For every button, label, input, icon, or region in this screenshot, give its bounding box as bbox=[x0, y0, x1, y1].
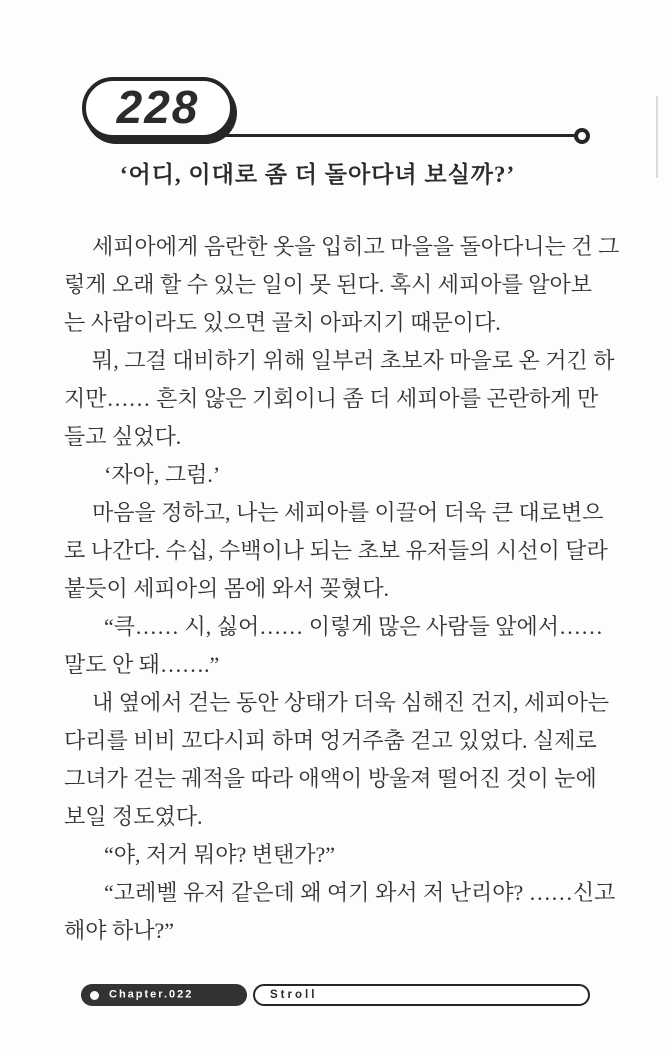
body-line: 세피아에게 음란한 옷을 입히고 마을을 돌아다니는 건 그 bbox=[92, 234, 620, 259]
page-number: 228 bbox=[116, 81, 200, 133]
section-heading: ‘어디, 이대로 좀 더 돌아다녀 보실까?’ bbox=[119, 162, 516, 187]
body-line: 해야 하나?” bbox=[64, 918, 175, 943]
body-line: 다리를 비비 꼬다시피 하며 엉거주춤 걷고 있었다. 실제로 bbox=[64, 728, 597, 753]
body-line: 그녀가 걷는 궤적을 따라 애액이 방울져 떨어진 것이 눈에 bbox=[64, 766, 597, 791]
header-rule bbox=[218, 134, 574, 137]
body-line: 내 옆에서 걷는 동안 상태가 더욱 심해진 건지, 세피아는 bbox=[92, 690, 610, 715]
chapter-title-badge bbox=[253, 984, 590, 1006]
page-edge-line bbox=[656, 96, 658, 178]
ring-icon bbox=[574, 128, 590, 144]
body-line: “고레벨 유저 같은데 왜 여기 와서 저 난리야? ……신고 bbox=[104, 880, 616, 905]
body-line: 지만…… 흔치 않은 기회이니 좀 더 세피아를 곤란하게 만 bbox=[64, 386, 599, 411]
body-line: 보일 정도였다. bbox=[64, 804, 203, 829]
body-line: 들고 싶었다. bbox=[64, 424, 182, 449]
body-line: 말도 안 돼…….” bbox=[64, 652, 220, 677]
page-number-badge bbox=[82, 77, 234, 139]
body-line: 렇게 오래 할 수 있는 일이 못 된다. 혹시 세피아를 알아보 bbox=[64, 272, 593, 297]
body-line: 뭐, 그걸 대비하기 위해 일부러 초보자 마을로 온 거긴 하 bbox=[92, 348, 615, 373]
chapter-badge bbox=[81, 984, 247, 1006]
body-line: ‘자아, 그럼.’ bbox=[104, 462, 221, 487]
bullet-dot-icon bbox=[90, 991, 99, 1000]
chapter-title: Stroll bbox=[270, 989, 318, 1001]
body-line: “큭…… 시, 싫어…… 이렇게 많은 사람들 앞에서…… bbox=[104, 614, 604, 639]
body-line: “야, 저거 뭐야? 변탠가?” bbox=[104, 842, 336, 867]
body-line: 마음을 정하고, 나는 세피아를 이끌어 더욱 큰 대로변으 bbox=[92, 500, 604, 525]
chapter-label: Chapter.022 bbox=[109, 988, 194, 1001]
body-line: 로 나간다. 수십, 수백이나 되는 초보 유저들의 시선이 달라 bbox=[64, 538, 608, 563]
body-line: 는 사람이라도 있으면 골치 아파지기 때문이다. bbox=[64, 310, 501, 335]
body-text bbox=[64, 228, 620, 950]
body-line: 붙듯이 세피아의 몸에 와서 꽂혔다. bbox=[64, 576, 390, 601]
